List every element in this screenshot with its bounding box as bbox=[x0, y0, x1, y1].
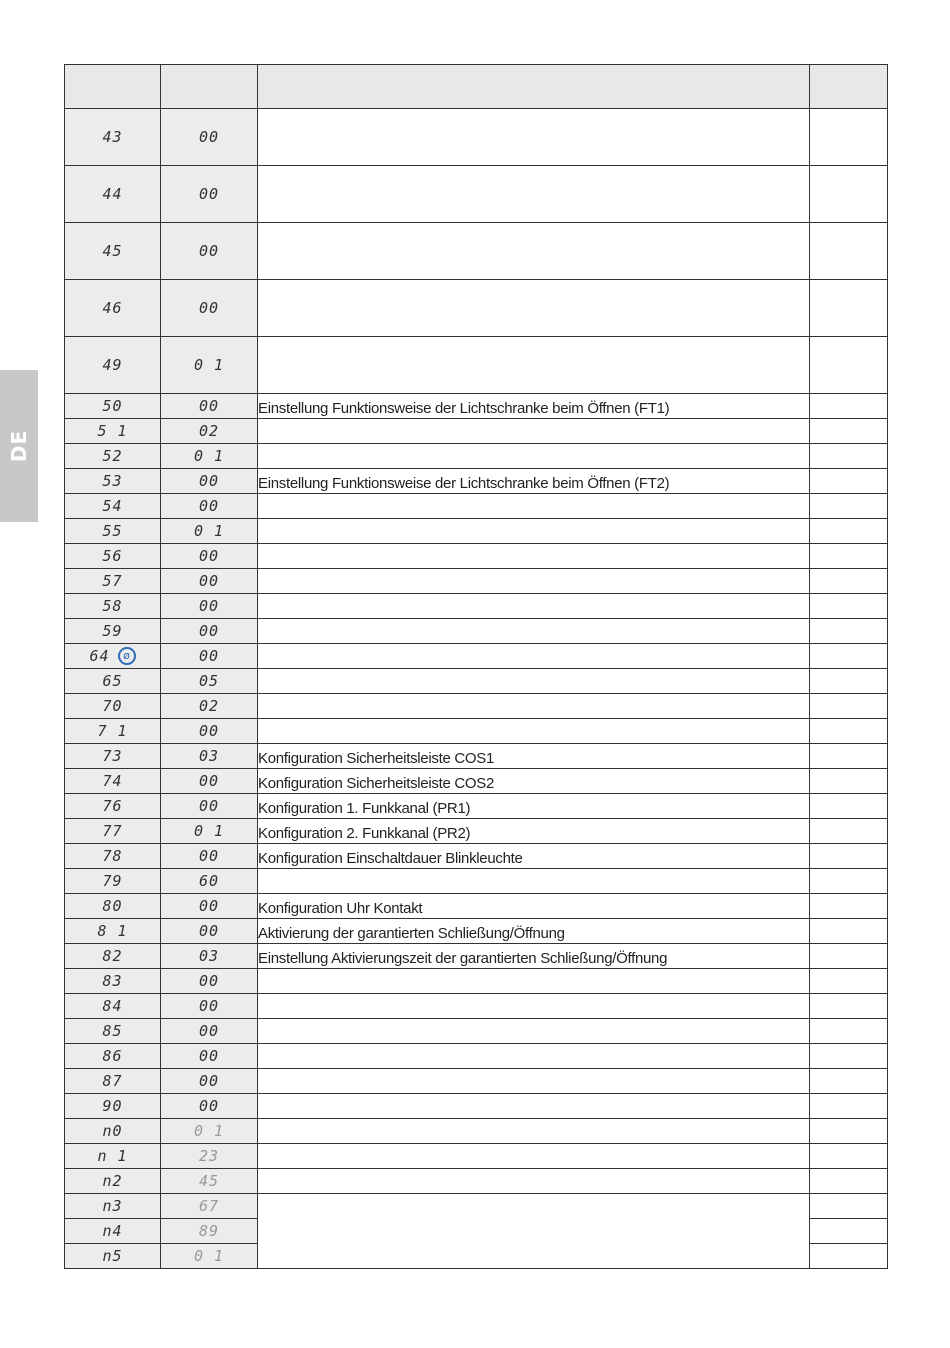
param-code: 64 bbox=[89, 646, 110, 665]
table-row bbox=[65, 694, 888, 719]
extra-cell bbox=[810, 1019, 888, 1044]
default-value: 02 bbox=[198, 421, 220, 440]
language-tab-label: DE bbox=[6, 429, 31, 463]
value-cell bbox=[161, 894, 258, 919]
header-extra-column bbox=[810, 65, 888, 109]
extra-cell bbox=[810, 844, 888, 869]
param-cell bbox=[65, 1169, 161, 1194]
description-cell bbox=[258, 1144, 810, 1169]
default-value: 00 bbox=[198, 396, 220, 415]
param-code: 86 bbox=[102, 1046, 123, 1065]
default-value: 03 bbox=[198, 946, 220, 965]
table-row bbox=[65, 444, 888, 469]
extra-cell bbox=[810, 669, 888, 694]
description-cell bbox=[258, 569, 810, 594]
extra-cell bbox=[810, 419, 888, 444]
default-value: 23 bbox=[198, 1146, 220, 1165]
extra-cell bbox=[810, 1069, 888, 1094]
description-cell bbox=[258, 337, 810, 394]
default-value: 0 1 bbox=[193, 355, 225, 374]
param-code: 50 bbox=[102, 396, 123, 415]
description-cell bbox=[258, 280, 810, 337]
default-value: 00 bbox=[198, 996, 220, 1015]
value-cell bbox=[161, 469, 258, 494]
default-value: 89 bbox=[198, 1221, 220, 1240]
value-cell bbox=[161, 719, 258, 744]
param-cell bbox=[65, 619, 161, 644]
param-code: 78 bbox=[102, 846, 123, 865]
param-cell bbox=[65, 1219, 161, 1244]
description-cell bbox=[258, 519, 810, 544]
table-row bbox=[65, 1169, 888, 1194]
description-cell bbox=[258, 419, 810, 444]
table-row bbox=[65, 1194, 888, 1219]
param-code: n3 bbox=[102, 1196, 123, 1215]
extra-cell bbox=[810, 394, 888, 419]
value-cell bbox=[161, 337, 258, 394]
description-cell bbox=[258, 1044, 810, 1069]
table-body bbox=[65, 109, 888, 1269]
param-cell bbox=[65, 569, 161, 594]
param-cell bbox=[65, 769, 161, 794]
table-row bbox=[65, 769, 888, 794]
param-code: 45 bbox=[102, 241, 123, 260]
param-cell bbox=[65, 994, 161, 1019]
param-code: 55 bbox=[102, 521, 123, 540]
table-row bbox=[65, 944, 888, 969]
extra-cell bbox=[810, 819, 888, 844]
value-cell bbox=[161, 669, 258, 694]
param-code: 59 bbox=[102, 621, 123, 640]
param-cell bbox=[65, 944, 161, 969]
description-cell bbox=[258, 109, 810, 166]
default-value: 00 bbox=[198, 721, 220, 740]
value-cell bbox=[161, 166, 258, 223]
default-value: 00 bbox=[198, 1046, 220, 1065]
extra-cell bbox=[810, 1219, 888, 1244]
value-cell bbox=[161, 1044, 258, 1069]
extra-cell bbox=[810, 644, 888, 669]
param-code: n5 bbox=[102, 1246, 123, 1265]
table-row bbox=[65, 969, 888, 994]
table-row bbox=[65, 1044, 888, 1069]
table-row bbox=[65, 719, 888, 744]
description-cell: Konfiguration Uhr Kontakt bbox=[258, 894, 810, 919]
table-row bbox=[65, 869, 888, 894]
extra-cell bbox=[810, 769, 888, 794]
value-cell bbox=[161, 494, 258, 519]
param-cell bbox=[65, 669, 161, 694]
description-cell bbox=[258, 494, 810, 519]
description-cell bbox=[258, 669, 810, 694]
param-code: n4 bbox=[102, 1221, 123, 1240]
default-value: 00 bbox=[198, 1096, 220, 1115]
parameter-table bbox=[64, 64, 888, 1269]
table-row bbox=[65, 109, 888, 166]
param-cell bbox=[65, 1144, 161, 1169]
table-row bbox=[65, 669, 888, 694]
default-value: 00 bbox=[198, 184, 220, 203]
extra-cell bbox=[810, 1044, 888, 1069]
default-value: 00 bbox=[198, 921, 220, 940]
param-cell bbox=[65, 744, 161, 769]
description-cell: Konfiguration Sicherheitsleiste COS1 bbox=[258, 744, 810, 769]
param-cell bbox=[65, 1094, 161, 1119]
description-cell: Einstellung Aktivierungszeit der garantierten Schließung/Öffnung bbox=[258, 944, 810, 969]
default-value: 00 bbox=[198, 127, 220, 146]
value-cell bbox=[161, 844, 258, 869]
extra-cell bbox=[810, 280, 888, 337]
value-cell bbox=[161, 1019, 258, 1044]
param-code: n0 bbox=[102, 1121, 123, 1140]
extra-cell bbox=[810, 1094, 888, 1119]
param-code: n2 bbox=[102, 1171, 123, 1190]
default-value: 0 1 bbox=[193, 521, 225, 540]
param-cell bbox=[65, 694, 161, 719]
param-code: 57 bbox=[102, 571, 123, 590]
param-cell bbox=[65, 494, 161, 519]
description-cell bbox=[258, 1094, 810, 1119]
default-value: 00 bbox=[198, 471, 220, 490]
param-cell bbox=[65, 1119, 161, 1144]
param-code: 8 1 bbox=[97, 921, 128, 940]
param-cell bbox=[65, 894, 161, 919]
table-row bbox=[65, 619, 888, 644]
description-cell: Konfiguration Sicherheitsleiste COS2 bbox=[258, 769, 810, 794]
value-cell bbox=[161, 619, 258, 644]
param-code: 83 bbox=[102, 971, 123, 990]
default-value: 03 bbox=[198, 746, 220, 765]
value-cell bbox=[161, 419, 258, 444]
param-code: 84 bbox=[102, 996, 123, 1015]
default-value: 00 bbox=[198, 1021, 220, 1040]
value-cell bbox=[161, 444, 258, 469]
description-cell: Einstellung Funktionsweise der Lichtschranke beim Öffnen (FT2) bbox=[258, 469, 810, 494]
param-code: 87 bbox=[102, 1071, 123, 1090]
table-row bbox=[65, 569, 888, 594]
value-cell bbox=[161, 1219, 258, 1244]
extra-cell bbox=[810, 1194, 888, 1219]
value-cell bbox=[161, 744, 258, 769]
param-cell bbox=[65, 469, 161, 494]
extra-cell bbox=[810, 894, 888, 919]
param-code: 56 bbox=[102, 546, 123, 565]
table-row bbox=[65, 337, 888, 394]
extra-cell bbox=[810, 694, 888, 719]
param-code: 65 bbox=[102, 671, 123, 690]
param-cell bbox=[65, 794, 161, 819]
description-cell bbox=[258, 994, 810, 1019]
header-param-column bbox=[65, 65, 161, 109]
description-cell: Konfiguration 1. Funkkanal (PR1) bbox=[258, 794, 810, 819]
default-value: 00 bbox=[198, 646, 220, 665]
default-value: 60 bbox=[198, 871, 220, 890]
param-cell bbox=[65, 869, 161, 894]
table-row bbox=[65, 519, 888, 544]
description-cell bbox=[258, 1069, 810, 1094]
param-cell bbox=[65, 1244, 161, 1269]
default-value: 00 bbox=[198, 621, 220, 640]
table-row bbox=[65, 1144, 888, 1169]
param-code: 53 bbox=[102, 471, 123, 490]
param-cell bbox=[65, 919, 161, 944]
table-row bbox=[65, 894, 888, 919]
param-cell bbox=[65, 1044, 161, 1069]
extra-cell bbox=[810, 109, 888, 166]
param-cell bbox=[65, 1019, 161, 1044]
extra-cell bbox=[810, 444, 888, 469]
description-cell bbox=[258, 869, 810, 894]
param-code: 90 bbox=[102, 1096, 123, 1115]
default-value: 00 bbox=[198, 298, 220, 317]
table-row bbox=[65, 919, 888, 944]
value-cell bbox=[161, 569, 258, 594]
table-row bbox=[65, 544, 888, 569]
default-value: 02 bbox=[198, 696, 220, 715]
description-cell bbox=[258, 619, 810, 644]
value-cell bbox=[161, 519, 258, 544]
value-cell bbox=[161, 280, 258, 337]
param-cell bbox=[65, 280, 161, 337]
extra-cell bbox=[810, 794, 888, 819]
default-value: 00 bbox=[198, 1071, 220, 1090]
table-row bbox=[65, 1069, 888, 1094]
param-cell bbox=[65, 394, 161, 419]
param-code: 77 bbox=[102, 821, 123, 840]
param-code: 44 bbox=[102, 184, 123, 203]
table-row bbox=[65, 819, 888, 844]
param-cell bbox=[65, 719, 161, 744]
value-cell bbox=[161, 544, 258, 569]
param-code: 82 bbox=[102, 946, 123, 965]
description-cell: Konfiguration 2. Funkkanal (PR2) bbox=[258, 819, 810, 844]
default-value: 00 bbox=[198, 771, 220, 790]
param-code: 46 bbox=[102, 298, 123, 317]
default-value: 00 bbox=[198, 796, 220, 815]
description-cell: Einstellung Funktionsweise der Lichtschranke beim Öffnen (FT1) bbox=[258, 394, 810, 419]
extra-cell bbox=[810, 166, 888, 223]
description-cell bbox=[258, 166, 810, 223]
extra-cell bbox=[810, 594, 888, 619]
extra-cell bbox=[810, 1244, 888, 1269]
default-value: 67 bbox=[198, 1196, 220, 1215]
param-cell bbox=[65, 1194, 161, 1219]
default-value: 0 1 bbox=[193, 1121, 225, 1140]
value-cell bbox=[161, 1169, 258, 1194]
param-code: 74 bbox=[102, 771, 123, 790]
description-cell bbox=[258, 694, 810, 719]
default-value: 00 bbox=[198, 596, 220, 615]
wireless-badge-icon: ø bbox=[118, 647, 136, 665]
description-cell bbox=[258, 1194, 810, 1269]
header-value-column bbox=[161, 65, 258, 109]
table-row bbox=[65, 594, 888, 619]
default-value: 05 bbox=[198, 671, 220, 690]
value-cell bbox=[161, 969, 258, 994]
param-cell bbox=[65, 969, 161, 994]
table-row bbox=[65, 419, 888, 444]
extra-cell bbox=[810, 944, 888, 969]
default-value: 0 1 bbox=[193, 1246, 225, 1265]
table-row bbox=[65, 1094, 888, 1119]
param-cell bbox=[65, 644, 161, 669]
param-code: n 1 bbox=[97, 1146, 128, 1165]
description-cell bbox=[258, 969, 810, 994]
default-value: 00 bbox=[198, 971, 220, 990]
param-cell bbox=[65, 337, 161, 394]
extra-cell bbox=[810, 869, 888, 894]
param-code: 76 bbox=[102, 796, 123, 815]
value-cell bbox=[161, 1119, 258, 1144]
table-row bbox=[65, 1019, 888, 1044]
param-code: 70 bbox=[102, 696, 123, 715]
param-cell bbox=[65, 419, 161, 444]
extra-cell bbox=[810, 1144, 888, 1169]
description-cell bbox=[258, 594, 810, 619]
extra-cell bbox=[810, 569, 888, 594]
extra-cell bbox=[810, 719, 888, 744]
param-code: 5 1 bbox=[97, 421, 128, 440]
param-cell bbox=[65, 444, 161, 469]
value-cell bbox=[161, 794, 258, 819]
param-code: 54 bbox=[102, 496, 123, 515]
value-cell bbox=[161, 109, 258, 166]
extra-cell bbox=[810, 994, 888, 1019]
extra-cell bbox=[810, 337, 888, 394]
extra-cell bbox=[810, 469, 888, 494]
param-code: 43 bbox=[102, 127, 123, 146]
value-cell bbox=[161, 223, 258, 280]
default-value: 00 bbox=[198, 896, 220, 915]
extra-cell bbox=[810, 919, 888, 944]
param-cell bbox=[65, 1069, 161, 1094]
value-cell bbox=[161, 594, 258, 619]
table-row bbox=[65, 394, 888, 419]
description-cell bbox=[258, 644, 810, 669]
param-cell bbox=[65, 519, 161, 544]
value-cell bbox=[161, 1094, 258, 1119]
value-cell bbox=[161, 769, 258, 794]
description-cell: Konfiguration Einschaltdauer Blinkleuchte bbox=[258, 844, 810, 869]
value-cell bbox=[161, 1194, 258, 1219]
table-row bbox=[65, 644, 888, 669]
value-cell bbox=[161, 1244, 258, 1269]
default-value: 00 bbox=[198, 496, 220, 515]
description-cell bbox=[258, 1169, 810, 1194]
value-cell bbox=[161, 1069, 258, 1094]
description-cell bbox=[258, 444, 810, 469]
param-cell bbox=[65, 109, 161, 166]
extra-cell bbox=[810, 1119, 888, 1144]
extra-cell bbox=[810, 744, 888, 769]
param-cell bbox=[65, 544, 161, 569]
table-header bbox=[65, 65, 888, 109]
value-cell bbox=[161, 694, 258, 719]
param-code: 58 bbox=[102, 596, 123, 615]
extra-cell bbox=[810, 494, 888, 519]
description-cell: Aktivierung der garantierten Schließung/Öffnung bbox=[258, 919, 810, 944]
value-cell bbox=[161, 919, 258, 944]
header-description-column bbox=[258, 65, 810, 109]
description-cell bbox=[258, 1019, 810, 1044]
param-cell bbox=[65, 594, 161, 619]
description-cell bbox=[258, 223, 810, 280]
param-cell bbox=[65, 223, 161, 280]
table-row bbox=[65, 1119, 888, 1144]
default-value: 00 bbox=[198, 571, 220, 590]
value-cell bbox=[161, 994, 258, 1019]
value-cell bbox=[161, 394, 258, 419]
value-cell bbox=[161, 644, 258, 669]
default-value: 00 bbox=[198, 846, 220, 865]
value-cell bbox=[161, 944, 258, 969]
table-row bbox=[65, 166, 888, 223]
default-value: 0 1 bbox=[193, 446, 225, 465]
default-value: 00 bbox=[198, 546, 220, 565]
extra-cell bbox=[810, 223, 888, 280]
param-code: 80 bbox=[102, 896, 123, 915]
table-row bbox=[65, 794, 888, 819]
param-cell bbox=[65, 819, 161, 844]
extra-cell bbox=[810, 519, 888, 544]
table-row bbox=[65, 844, 888, 869]
table-row bbox=[65, 469, 888, 494]
param-code: 52 bbox=[102, 446, 123, 465]
param-cell bbox=[65, 844, 161, 869]
default-value: 45 bbox=[198, 1171, 220, 1190]
param-code: 7 1 bbox=[97, 721, 128, 740]
param-code: 85 bbox=[102, 1021, 123, 1040]
extra-cell bbox=[810, 619, 888, 644]
table-row bbox=[65, 280, 888, 337]
param-cell bbox=[65, 166, 161, 223]
table-row bbox=[65, 494, 888, 519]
value-cell bbox=[161, 1144, 258, 1169]
table-row bbox=[65, 223, 888, 280]
value-cell bbox=[161, 819, 258, 844]
language-tab bbox=[0, 370, 38, 522]
description-cell bbox=[258, 544, 810, 569]
param-code: 73 bbox=[102, 746, 123, 765]
default-value: 00 bbox=[198, 241, 220, 260]
description-cell bbox=[258, 1119, 810, 1144]
table-row bbox=[65, 744, 888, 769]
table-row bbox=[65, 994, 888, 1019]
value-cell bbox=[161, 869, 258, 894]
param-code: 79 bbox=[102, 871, 123, 890]
param-code: 49 bbox=[102, 355, 123, 374]
extra-cell bbox=[810, 969, 888, 994]
extra-cell bbox=[810, 544, 888, 569]
description-cell bbox=[258, 719, 810, 744]
extra-cell bbox=[810, 1169, 888, 1194]
default-value: 0 1 bbox=[193, 821, 225, 840]
